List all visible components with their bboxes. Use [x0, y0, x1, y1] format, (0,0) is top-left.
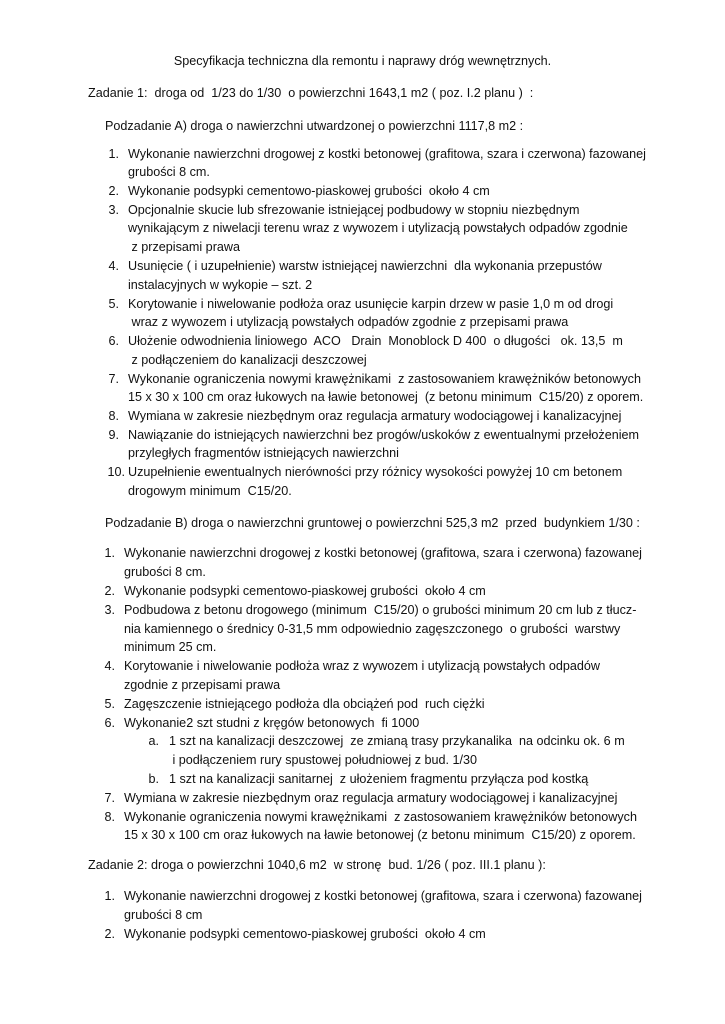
sublist-item-letter: a. [148, 734, 159, 748]
list-item-number: 7. [104, 791, 115, 805]
list-item-text: Wykonanie podsypki cementowo-piaskowej grubości około 4 cm [124, 584, 486, 598]
list-item-text: minimum 25 cm. [124, 640, 217, 654]
list-item-text: 15 x 30 x 100 cm oraz łukowych na ławie betonowej (z betonu minimum C15/20) z oporem. [128, 390, 644, 404]
list-item-number: 3. [104, 603, 115, 617]
list-item-text: Korytowanie i niwelowanie podłoża wraz z wywozem i utylizacją powstałych odpadów [124, 659, 600, 673]
list-item-number: 10. [107, 465, 125, 479]
list-item-text: Zagęszczenie istniejącego podłoża dla obciążeń pod ruch ciężki [124, 697, 485, 711]
list-item-number: 5. [108, 297, 119, 311]
list-item-number: 2. [108, 184, 119, 198]
list-item-text: przyległych fragmentów istniejących nawierzchni [128, 446, 399, 460]
list-item-text: wynikającym z niwelacji terenu wraz z wywozem i utylizacją powstałych odpadów zgodnie [128, 221, 628, 235]
list-item-number: 1. [104, 889, 115, 903]
list-item-number: 4. [104, 659, 115, 673]
task1-heading: Zadanie 1: droga od 1/23 do 1/30 o powierzchni 1643,1 m2 ( poz. I.2 planu ) : [88, 86, 534, 100]
list-item-number: 1. [104, 546, 115, 560]
list-item-number: 6. [108, 334, 119, 348]
list-item-text: Wykonanie nawierzchni drogowej z kostki betonowej (grafitowa, szara i czerwona) fazowanej [124, 889, 642, 903]
list-item-text: 15 x 30 x 100 cm oraz łukowych na ławie betonowej (z betonu minimum C15/20) z oporem. [124, 828, 636, 842]
list-item-text: Usunięcie ( i uzupełnienie) warstw istniejącej nawierzchni dla wykonania przepustów [128, 259, 602, 273]
list-item-text: Wykonanie nawierzchni drogowej z kostki betonowej (grafitowa, szara i czerwona) fazowanej [128, 147, 646, 161]
list-item-text: Wykonanie ograniczenia nowymi krawężnikami z zastosowaniem krawężników betonowych [128, 372, 641, 386]
list-item-text: z podłączeniem do kanalizacji deszczowej [128, 353, 367, 367]
list-item-text: i podłączeniem rury spustowej południowej z bud. 1/30 [169, 753, 478, 767]
list-item-text: grubości 8 cm [124, 908, 203, 922]
list-item-text: drogowym minimum C15/20. [128, 484, 292, 498]
list-item-text: Ułożenie odwodnienia liniowego ACO Drain Monoblock D 400 o długości ok. 13,5 m [128, 334, 623, 348]
list-item-number: 4. [108, 259, 119, 273]
list-item-text: Wymiana w zakresie niezbędnym oraz regulacja armatury wodociągowej i kanalizacyjnej [128, 409, 622, 423]
list-item-number: 8. [108, 409, 119, 423]
list-item-text: Korytowanie i niwelowanie podłoża oraz usunięcie karpin drzew w pasie 1,0 m od drogi [128, 297, 614, 311]
list-item-number: 6. [104, 716, 115, 730]
list-item-text: z przepisami prawa [128, 240, 240, 254]
subtask-a-heading: Podzadanie A) droga o nawierzchni utwardzonej o powierzchni 1117,8 m2 : [105, 119, 524, 133]
list-item-text: Wykonanie2 szt studni z kręgów betonowych fi 1000 [124, 716, 420, 730]
list-item-text: Wykonanie nawierzchni drogowej z kostki betonowej (grafitowa, szara i czerwona) fazowanej [124, 546, 642, 560]
sublist-item-letter: b. [148, 772, 159, 786]
list-item-number: 8. [104, 810, 115, 824]
list-item-text: Wykonanie podsypki cementowo-piaskowej grubości około 4 cm [124, 927, 486, 941]
list-item-text: grubości 8 cm. [124, 565, 206, 579]
list-item-text: Nawiązanie do istniejących nawierzchni bez progów/uskoków z ewentualnymi przełożeniem [128, 428, 639, 442]
list-item-text: Wymiana w zakresie niezbędnym oraz regulacja armatury wodociągowej i kanalizacyjnej [124, 791, 618, 805]
list-item-text: Opcjonalnie skucie lub sfrezowanie istniejącej podbudowy w stopniu niezbędnym [128, 203, 580, 217]
list-item-text: 1 szt na kanalizacji deszczowej ze zmianą trasy przykanalika na odcinku ok. 6 m [169, 734, 625, 748]
list-item-number: 2. [104, 584, 115, 598]
document-title: Specyfikacja techniczna dla remontu i naprawy dróg wewnętrznych. [173, 54, 552, 68]
list-item-number: 9. [108, 428, 119, 442]
list-item-text: Wykonanie ograniczenia nowymi krawężnikami z zastosowaniem krawężników betonowych [124, 810, 637, 824]
list-item-number: 1. [108, 147, 119, 161]
list-item-text: Podbudowa z betonu drogowego (minimum C15/20) o grubości minimum 20 cm lub z tłucz- [124, 603, 637, 617]
list-item-text: grubości 8 cm. [128, 165, 210, 179]
list-item-number: 2. [104, 927, 115, 941]
list-item-number: 7. [108, 372, 119, 386]
list-item-text: Wykonanie podsypki cementowo-piaskowej grubości około 4 cm [128, 184, 490, 198]
list-item-text: 1 szt na kanalizacji sanitarnej z ułożeniem fragmentu przyłącza pod kostką [169, 772, 589, 786]
list-item-number: 3. [108, 203, 119, 217]
list-item-text: instalacyjnych w wykopie – szt. 2 [128, 278, 313, 292]
list-item-text: zgodnie z przepisami prawa [124, 678, 281, 692]
list-item-text: nia kamiennego o średnicy 0-31,5 mm odpowiednio zagęszczonego o grubości warstwy [124, 622, 621, 636]
list-item-text: Uzupełnienie ewentualnych nierówności przy różnicy wysokości powyżej 10 cm betonem [128, 465, 623, 479]
list-item-number: 5. [104, 697, 115, 711]
task2-heading: Zadanie 2: droga o powierzchni 1040,6 m2 w stronę bud. 1/26 ( poz. III.1 planu ): [88, 858, 546, 872]
subtask-b-heading: Podzadanie B) droga o nawierzchni gruntowej o powierzchni 525,3 m2 przed budynkiem 1/30 : [105, 516, 640, 530]
list-item-text: wraz z wywozem i utylizacją powstałych odpadów zgodnie z przepisami prawa [128, 315, 569, 329]
